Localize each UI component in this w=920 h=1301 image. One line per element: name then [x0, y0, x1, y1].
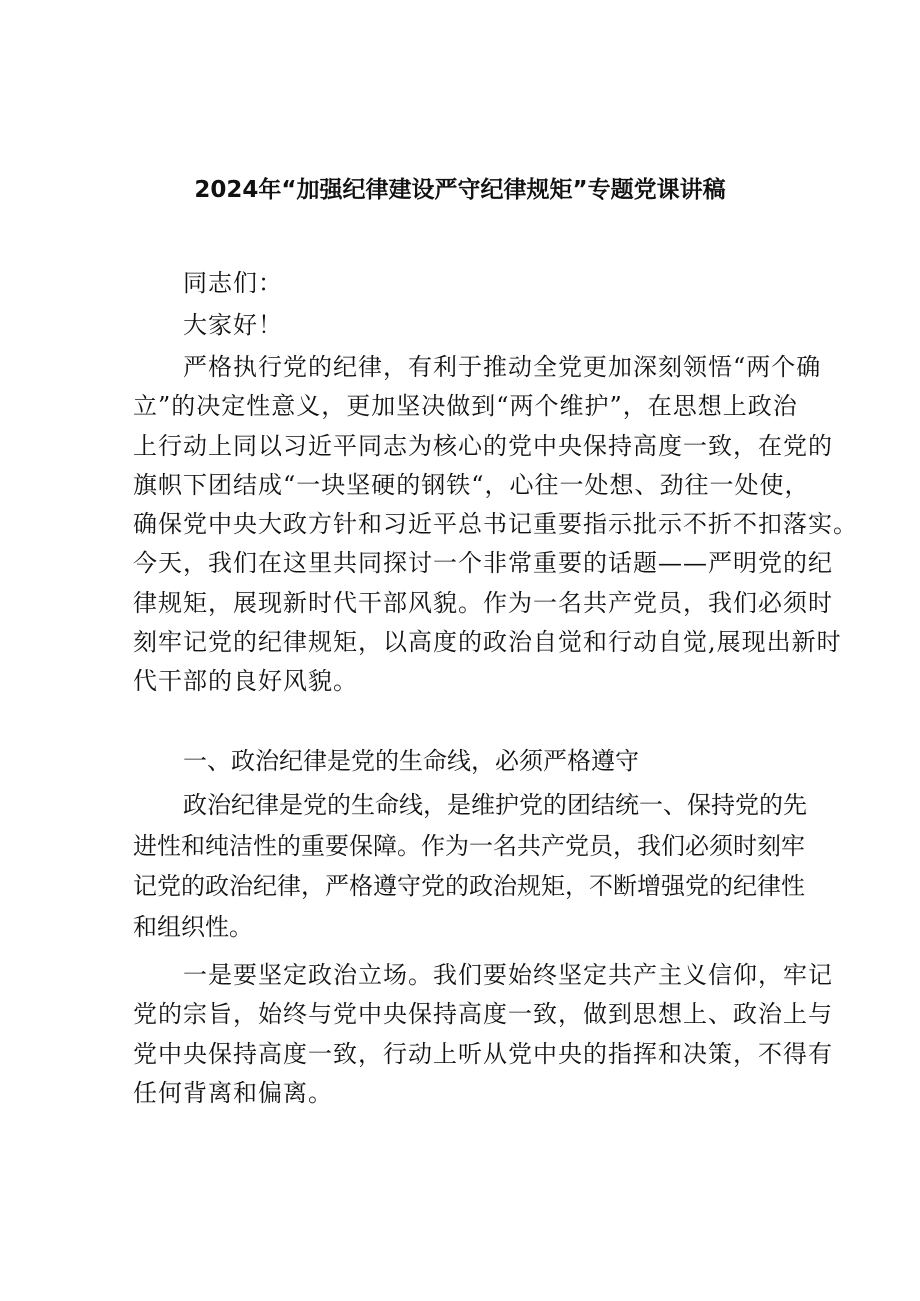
salutation-text: 同志们： — [183, 269, 283, 297]
paragraph-political-stance — [133, 956, 833, 1113]
paragraph-line: 政治纪律是党的生命线，是维护党的团结统一、保持党的先 — [183, 791, 807, 819]
paragraph-line: 律规矩，展现新时代干部风貌。作为一名共产党员，我们必须时 — [133, 588, 833, 617]
paragraph-political-discipline — [133, 785, 807, 947]
paragraph-line: 任何背离和偏离。 — [133, 1078, 333, 1107]
paragraph-line: 党中央保持高度一致，行动上听从党中央的指挥和决策，不得有 — [133, 1039, 833, 1068]
paragraph-line: 记党的政治纪律，严格遵守党的政治规矩，不断增强党的纪律性 — [133, 872, 805, 900]
salutation — [133, 264, 798, 303]
greeting — [133, 306, 798, 345]
section-heading: 一、政治纪律是党的生命线，必须严格遵守 — [183, 747, 639, 775]
paragraph-line: 立”的决定性意义，更加坚决做到“两个维护”，在思想上政治 — [133, 392, 798, 421]
paragraph-line: 一是要坚定政治立场。我们要始终坚定共产主义信仰，牢记 — [183, 961, 833, 989]
paragraph-line: 上行动上同以习近平同志为核心的党中央保持高度一致，在党的 — [133, 431, 833, 460]
greeting-text: 大家好！ — [183, 311, 283, 339]
paragraph-intro — [133, 348, 858, 702]
paragraph-line: 和组织性。 — [133, 912, 253, 941]
paragraph-line: 代干部的良好风貌。 — [133, 667, 358, 696]
paragraph-line: 今天，我们在这里共同探讨一个非常重要的话题——严明党的纪 — [133, 549, 833, 578]
paragraph-line: 进性和纯洁性的重要保障。作为一名共产党员，我们必须时刻牢 — [133, 831, 805, 860]
paragraph-line: 严格执行党的纪律，有利于推动全党更加深刻领悟“两个确 — [183, 353, 822, 381]
paragraph-line: 刻牢记党的纪律规矩，以高度的政治自觉和行动自觉,展现出新时 — [133, 628, 842, 657]
paragraph-line: 党的宗旨，始终与党中央保持高度一致，做到思想上、政治上与 — [133, 1000, 833, 1029]
paragraph-line: 确保党中央大政方针和习近平总书记重要指示批示不折不扣落实。 — [133, 510, 858, 539]
paragraph-line: 旗帜下团结成“一块坚硬的钢铁“，心往一处想、劲往一处使， — [133, 470, 810, 499]
document-title: 2024年“加强纪律建设严守纪律规矩”专题党课讲稿 — [194, 177, 726, 203]
